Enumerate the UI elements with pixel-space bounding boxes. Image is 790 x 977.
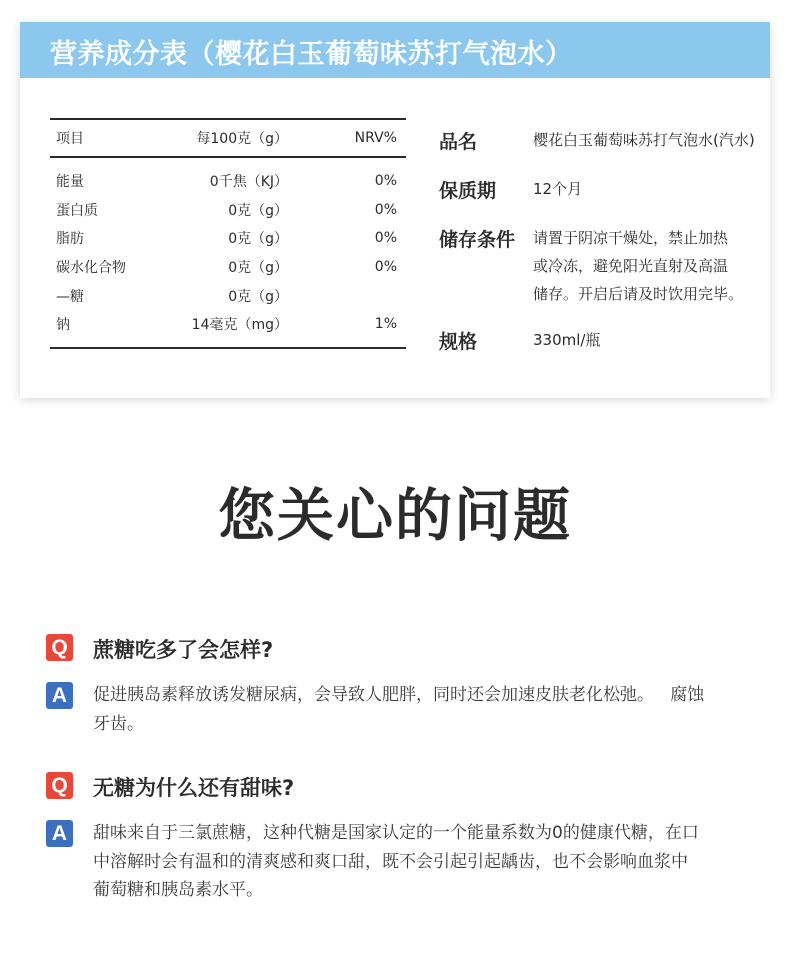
row-item: 脂肪 (56, 231, 84, 248)
nutrition-title: 营养成分表（樱花白玉葡萄味苏打气泡水） (50, 39, 573, 70)
row-amount: 14毫克（mg） (191, 317, 288, 334)
answer-line: 促进胰岛素释放诱发糖尿病，会导致人肥胖，同时还会加速皮肤老化松弛。 腐蚀 (93, 685, 705, 705)
table-row (50, 281, 406, 310)
header-item: 项目 (56, 131, 84, 147)
question-badge: Q (46, 634, 73, 661)
row-item: 能量 (56, 174, 84, 191)
header-amount: 每100克（g） (196, 131, 288, 147)
question-badge: Q (46, 772, 73, 799)
table-row (50, 253, 406, 282)
answer-text (93, 819, 753, 905)
nutrition-card (20, 22, 770, 398)
table-row (50, 310, 406, 339)
nutrition-header (20, 22, 770, 78)
answer-line: 牙齿。 (93, 713, 144, 734)
row-nrv: 0% (374, 201, 397, 218)
nutrition-table-body (50, 158, 406, 347)
nutrition-table (50, 118, 406, 349)
table-row (50, 167, 406, 196)
answer-badge: A (46, 820, 73, 847)
answer-line: 葡萄糖和胰岛素水平。 (93, 880, 263, 900)
table-row (50, 196, 406, 225)
storage-line-2: 或冷冻，避免阳光直射及高温 (533, 257, 729, 275)
nutrition-table-header (50, 120, 406, 158)
row-item: 碳水化合物 (56, 260, 126, 277)
header-nrv: NRV% (354, 130, 397, 146)
question-text: 蔗糖吃多了会怎样? (93, 638, 274, 662)
table-row (50, 224, 406, 253)
row-amount: 0克（g） (228, 202, 288, 219)
shelf-life-label: 保质期 (439, 180, 497, 202)
faq-title: 您关心的问题 (218, 483, 572, 549)
row-amount: 0克（g） (228, 288, 288, 305)
name-value: 樱花白玉葡萄味苏打气泡水(汽水) (533, 131, 755, 149)
question-text: 无糖为什么还有甜味? (93, 776, 295, 800)
row-amount: 0克（g） (228, 260, 288, 277)
answer-text (93, 681, 753, 738)
row-nrv: 1% (374, 316, 397, 333)
row-item: —糖 (56, 288, 84, 305)
storage-line-3: 储存。开启后请及时饮用完毕。 (533, 285, 744, 303)
row-item: 蛋白质 (56, 202, 98, 219)
storage-line-1: 请置于阴凉干燥处，禁止加热 (533, 229, 729, 247)
spec-label: 规格 (439, 331, 478, 353)
shelf-life-value: 12个月 (533, 180, 583, 198)
answer-line: 甜味来自于三氯蔗糖，这种代糖是国家认定的一个能量系数为0的健康代糖，在口 (93, 823, 699, 843)
row-nrv: 0% (374, 259, 397, 276)
row-nrv: 0% (374, 173, 397, 190)
name-label: 品名 (439, 131, 478, 153)
storage-label: 储存条件 (439, 229, 516, 251)
row-amount: 0千焦（KJ） (209, 174, 288, 191)
answer-line: 中溶解时会有温和的清爽感和爽口甜，既不会引起引起龋齿，也不会影响血浆中 (93, 851, 688, 872)
row-amount: 0克（g） (228, 231, 288, 248)
answer-badge: A (46, 682, 73, 709)
row-item: 钠 (56, 317, 70, 334)
row-nrv: 0% (374, 230, 397, 247)
spec-value: 330ml/瓶 (533, 331, 601, 349)
